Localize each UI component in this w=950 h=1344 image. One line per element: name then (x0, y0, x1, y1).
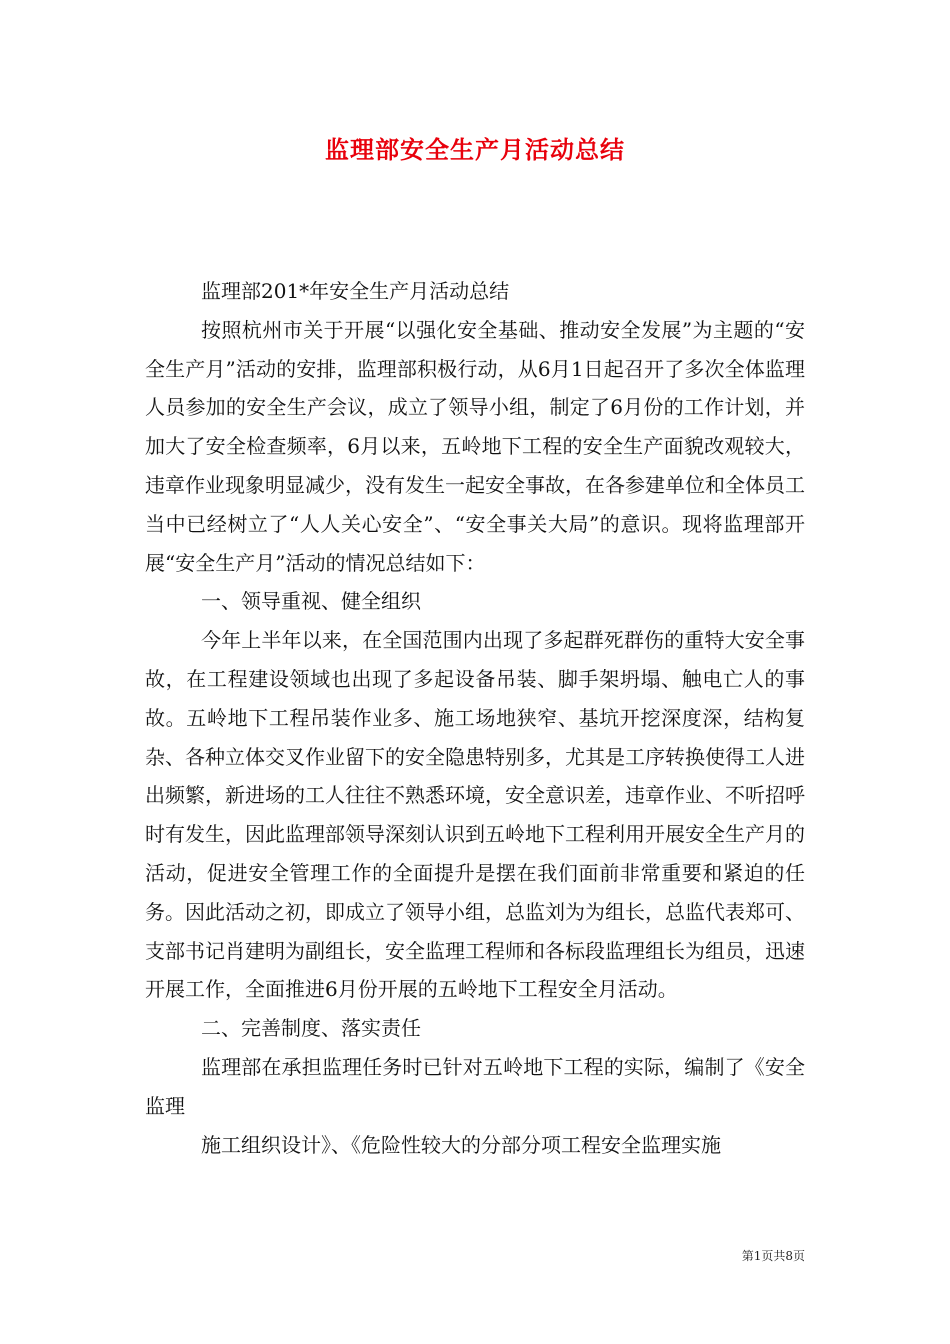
paragraph-intro: 按照杭州市关于开展“以强化安全基础、推动安全发展”为主题的“安全生产月”活动的安排，监理部积极行动，从6月1日起召开了多次全体监理人员参加的安全生产会议，成立了领导小组，制定了6月份的工作计划，并加大了安全检查频率，6月以来，五岭地下工程的安全生产面貌改观较大，违章作业现象明显减少，没有发生一起安全事故，在各参建单位和全体员工当中已经树立了“人人关心安全”、“安全事关大局”的意识。现将监理部开展“安全生产月”活动的情况总结如下： (145, 317, 805, 575)
paragraph-section-1: 今年上半年以来，在全国范围内出现了多起群死群伤的重特大安全事故，在工程建设领域也出现了多起设备吊装、脚手架坍塌、触电亡人的事故。五岭地下工程吊装作业多、施工场地狭窄、基坑开挖深度深，结构复杂、各种立体交叉作业留下的安全隐患特别多，尤其是工序转换使得工人进出频繁，新进场的工人往往不熟悉环境，安全意识差，违章作业、不听招呼时有发生，因此监理部领导深刻认识到五岭地下工程利用开展安全生产月的活动，促进安全管理工作的全面提升是摆在我们面前非常重要和紧迫的任务。因此活动之初，即成立了领导小组，总监刘为为组长，总监代表郑可、支部书记肖建明为副组长，安全监理工程师和各标段监理组长为组员，迅速开展工作，全面推进6月份开展的五岭地下工程安全月活动。 (145, 628, 805, 1002)
section-heading-1: 一、领导重视、健全组织 (201, 589, 421, 614)
page-number: 第1页共8页 (741, 1249, 805, 1263)
document-body (145, 272, 805, 1164)
paragraph-section-2: 监理部在承担监理任务时已针对五岭地下工程的实际，编制了《安全监理 (145, 1054, 805, 1118)
paragraph-section-2-cont: 施工组织设计》、《危险性较大的分部分项工程安全监理实施 (201, 1132, 721, 1157)
section-heading-2: 二、完善制度、落实责任 (201, 1016, 421, 1041)
paragraph-heading: 监理部201*年安全生产月活动总结 (201, 279, 510, 303)
document-title: 监理部安全生产月活动总结 (325, 135, 625, 164)
